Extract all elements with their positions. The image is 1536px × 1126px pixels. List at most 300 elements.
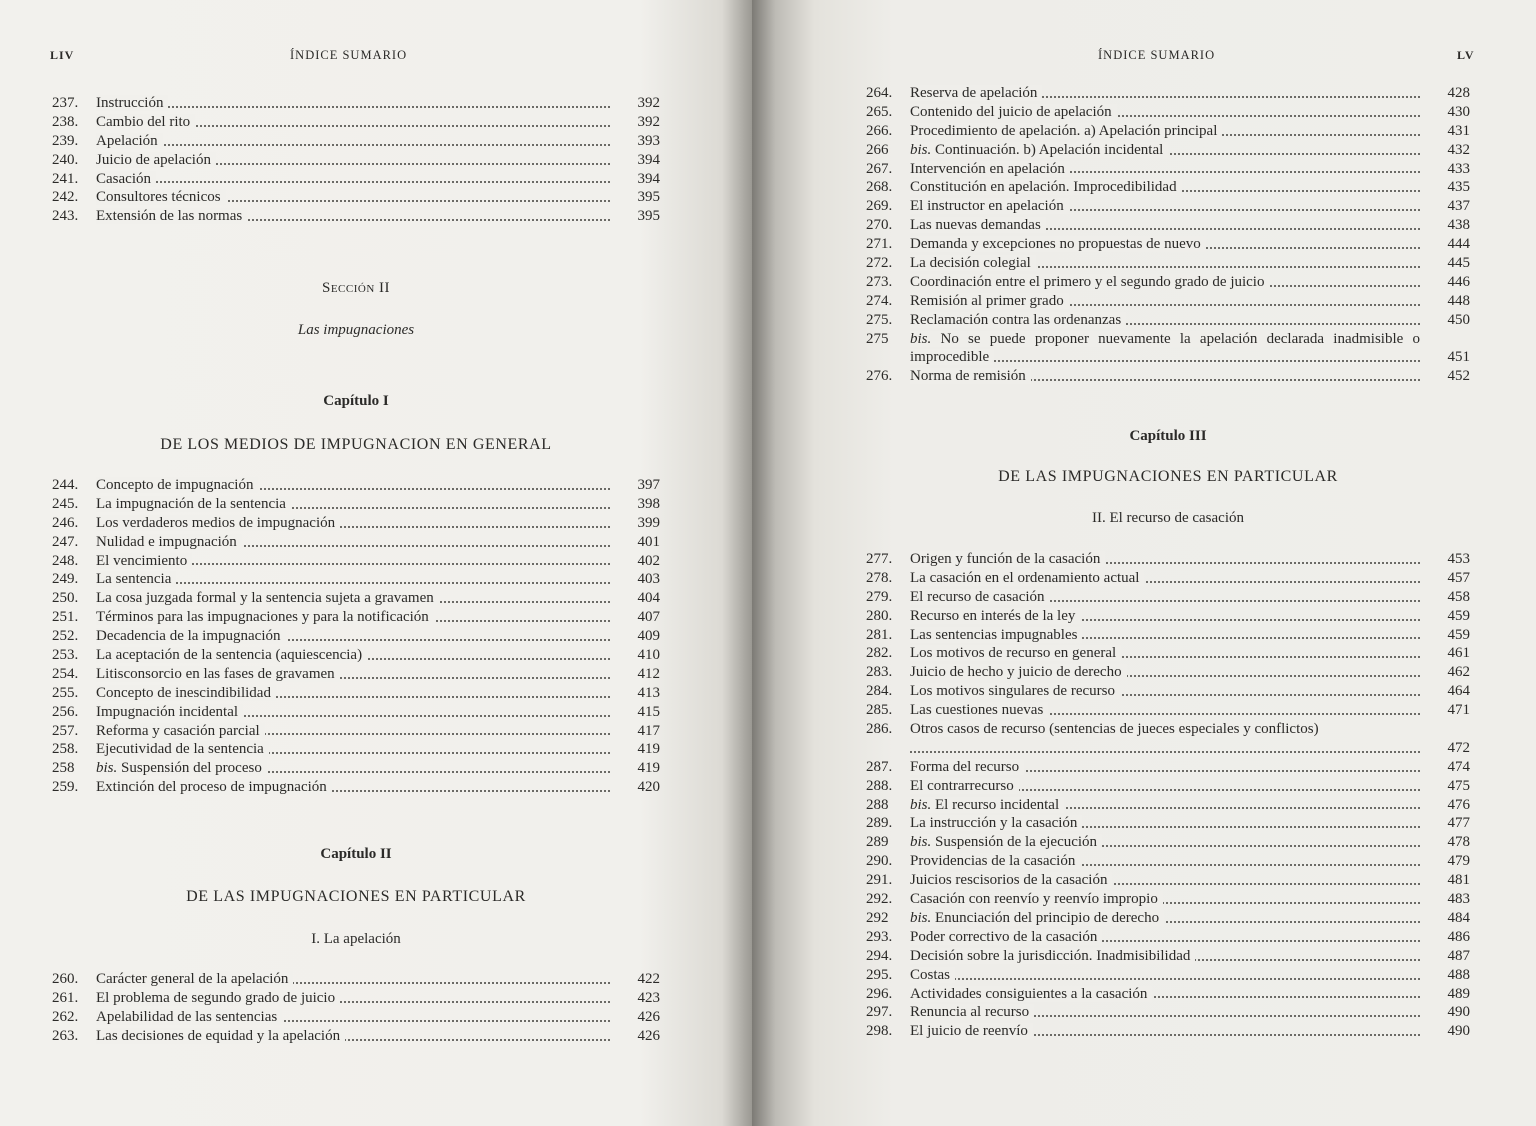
toc-entry-page: 488 [1447,966,1470,983]
toc-entry-title: Nulidad e impugnación [96,533,237,550]
toc-entry-title: Los motivos singulares de recurso [910,683,1115,700]
toc-entry-body [96,113,610,132]
toc-entry-page: 398 [637,495,660,512]
toc-entry-number: 292. [866,891,893,908]
toc-entry-title: La sentencia [96,571,172,588]
toc-entry-page: 419 [637,760,660,777]
toc-entry-title: Otros casos de recurso (sentencias de jueces especiales y conflictos) [910,721,1319,738]
toc-entry-body [910,644,1420,663]
toc-entry-number: 294. [866,947,893,964]
toc-entry-number: 250. [52,590,79,607]
toc-entry-title: Continuación. b) Apelación incidental [935,141,1164,158]
toc-entry-page: 474 [1447,758,1470,775]
toc-entry-body [910,569,1420,588]
toc-entry-page: 471 [1447,702,1470,719]
toc-entry [52,495,660,514]
toc-entry-title: Concepto de inescindibilidad [96,684,271,701]
toc-entry-title: El problema de segundo grado de juicio [96,989,336,1006]
toc-entry-title: No se puede proponer nuevamente la apelación declarada inadmisible o improcedible [910,330,1420,366]
toc-entry-number: 257. [52,722,79,739]
toc-entry-bis: bis. [910,796,932,813]
toc-entry [52,552,660,571]
toc-entry-title: La casación en el ordenamiento actual [910,569,1140,586]
toc-entry-page: 394 [637,170,660,187]
toc-entry-title: Apelación [96,132,158,149]
toc-entry [866,122,1470,141]
toc-entry-number: 258. [52,741,79,758]
toc-entry-number: 260. [52,971,79,987]
toc-entry-page: 484 [1447,909,1470,926]
toc-entry-title: Enunciación del principio de derecho [935,909,1160,926]
toc-entry-number: 292 [866,909,889,926]
toc-entry-body [96,570,610,589]
toc-entry-page: 409 [637,628,660,645]
toc-entry-page: 426 [637,1027,660,1044]
toc-entry [866,1022,1470,1041]
toc-entry-page: 392 [637,95,660,111]
chapter-3-subtitle: II. El recurso de casación [1091,510,1244,526]
toc-entry [866,701,1470,720]
toc-entry-page: 475 [1447,777,1470,794]
toc-entry-number: 298. [866,1023,893,1040]
toc-entry-title: Forma del recurso [910,758,1020,775]
toc-entry-body [96,627,610,646]
toc-entry-number: 279. [866,588,893,605]
toc-entry [52,589,660,608]
right-page-number: LV [1457,48,1475,62]
toc-entry-number: 272. [866,255,893,272]
toc-entry-number: 273. [866,273,893,290]
toc-entry-title: Coordinación entre el primero y el segundo grado de juicio [910,273,1265,290]
toc-entry-page: 451 [1447,349,1470,366]
toc-entry-bis: bis. [910,834,932,851]
toc-entry-number: 295. [866,966,893,983]
toc-entry-page: 445 [1447,255,1470,272]
toc-entry-title: La decisión colegial [910,255,1031,272]
toc-entry-title: La cosa juzgada formal y la sentencia sujeta a gravamen [96,590,434,607]
toc-entry-number: 246. [52,514,79,531]
toc-entry-title: Juicio de hecho y juicio de derecho [910,664,1122,681]
toc-entry [52,722,660,741]
toc-entry-body [910,852,1420,871]
toc-entry-body [910,103,1420,122]
toc-entry [866,644,1470,663]
toc-entry-body [910,197,1420,216]
toc-entry-body [96,514,610,533]
toc-entry-title: Constitución en apelación. Improcedibilidad [910,179,1177,196]
toc-entry-body [96,132,610,151]
toc-entry-body [910,550,1420,569]
toc-entry-bis: bis. [910,141,932,158]
toc-entry-body [910,777,1420,796]
toc-entry-body [96,665,610,684]
toc-entry-body [96,188,610,207]
toc-entry-title: Suspensión de la ejecución [935,834,1098,851]
toc-entry-page: 426 [637,1008,660,1025]
toc-entry-number: 243. [52,208,79,225]
toc-entry-title: Las decisiones de equidad y la apelación [96,1027,341,1044]
toc-entry-page: 477 [1447,815,1470,832]
toc-entry [52,533,660,552]
right-page [752,0,1536,1126]
toc-entry-page: 437 [1447,198,1470,215]
toc-entry-number: 268. [866,179,893,196]
toc-entry-page: 397 [637,477,660,493]
toc-entry [866,1003,1470,1022]
toc-entry-title: Consultores técnicos [96,189,221,206]
toc-entry-page: 392 [637,113,660,130]
toc-entry-title: Costas [910,966,951,983]
toc-entry-title: Impugnación incidental [96,703,239,720]
toc-entry [52,570,660,589]
toc-entry [52,151,660,170]
toc-entry [52,646,660,665]
toc-entry [52,170,660,189]
toc-entry-body [96,778,610,797]
toc-entry-page: 489 [1447,985,1470,1002]
toc-entry [866,141,1470,160]
toc-entry-title: Decisión sobre la jurisdicción. Inadmisibilidad [910,947,1191,964]
toc-entry [52,132,660,151]
toc-entry-body [96,1027,610,1046]
toc-entry-body [910,122,1420,141]
toc-entry-title: Actividades consiguientes a la casación [910,985,1148,1002]
toc-entry-title: Procedimiento de apelación. a) Apelación principal [910,122,1218,139]
toc-entry-page: 444 [1447,236,1470,253]
left-toc-group-3 [52,970,660,1046]
toc-entry [866,909,1470,928]
toc-entry-body [910,367,1420,386]
toc-entry [52,608,660,627]
toc-entry-body [96,989,610,1008]
toc-entry-title: Juicio de apelación [96,151,211,168]
toc-entry-number: 259. [52,779,79,796]
toc-entry-body [910,663,1420,682]
toc-entry-page: 487 [1447,947,1470,964]
toc-entry [52,94,660,113]
toc-entry [866,852,1470,871]
toc-entry [866,216,1470,235]
toc-entry [866,833,1470,852]
toc-entry [866,178,1470,197]
toc-entry [866,720,1470,758]
left-toc-group-2 [52,476,660,797]
toc-entry-number: 289 [866,834,889,851]
toc-entry-number: 280. [866,607,893,624]
toc-entry-body [96,684,610,703]
toc-entry-body [910,626,1420,645]
toc-entry-page: 394 [637,151,660,168]
toc-entry-number: 242. [52,189,79,206]
toc-entry-title: Intervención en apelación [910,160,1065,177]
toc-entry-page: 490 [1447,1023,1470,1040]
section-subtitle: Las impugnaciones [297,322,415,338]
toc-entry-page: 435 [1447,179,1470,196]
toc-entry [52,1027,660,1046]
toc-entry-bis: bis. [910,909,932,926]
toc-entry-page: 393 [637,132,660,149]
right-toc-group-2 [866,550,1470,1041]
toc-entry [866,103,1470,122]
toc-entry-body [910,985,1420,1004]
toc-entry-number: 275. [866,311,893,328]
toc-entry-title: Ejecutividad de la sentencia [96,741,264,758]
toc-entry [52,665,660,684]
toc-entry-number: 288 [866,796,889,813]
toc-entry [866,607,1470,626]
toc-entry-title: Las sentencias impugnables [910,626,1078,643]
chapter-1-title: DE LOS MEDIOS DE IMPUGNACION EN GENERAL [160,436,552,453]
toc-entry-page: 413 [637,684,660,701]
left-running-head: ÍNDICE SUMARIO [290,48,408,62]
toc-entry-body [96,722,610,741]
toc-entry-body [910,928,1420,947]
chapter-2-subtitle: I. La apelación [311,931,401,947]
toc-entry-body [910,160,1420,179]
toc-entry-number: 289. [866,815,893,832]
toc-entry-number: 255. [52,684,79,701]
toc-entry [52,207,660,226]
toc-entry-title: Extinción del proceso de impugnación [96,779,327,796]
toc-entry-body [910,890,1420,909]
toc-entry-title: El recurso de casación [910,588,1045,605]
toc-entry [52,703,660,722]
toc-entry-page: 417 [637,722,660,739]
toc-entry-page: 453 [1447,551,1470,567]
toc-entry-page: 422 [637,971,660,987]
toc-entry-number: 284. [866,683,893,700]
toc-entry-number: 256. [52,703,79,720]
toc-entry-page: 420 [637,779,660,796]
toc-entry-body [910,814,1420,833]
toc-entry-number: 275 [866,330,889,347]
toc-entry-title: El juicio de reenvío [910,1023,1028,1040]
toc-entry [866,311,1470,330]
toc-entry-body [96,533,610,552]
toc-entry-page: 415 [637,703,660,720]
toc-entry-title: Términos para las impugnaciones y para la notificación [96,609,429,626]
toc-entry-page: 404 [637,590,660,607]
toc-entry-page: 479 [1447,853,1470,870]
toc-entry-body [96,740,610,759]
toc-entry-body [910,909,1420,928]
toc-entry-title: Suspensión del proceso [121,760,262,777]
toc-entry-bis: bis. [96,760,118,777]
toc-entry-body [910,330,1420,368]
toc-entry-title: Norma de remisión [910,368,1026,385]
toc-entry-page: 419 [637,741,660,758]
toc-entry-body [96,703,610,722]
toc-entry [866,682,1470,701]
dot-leader [910,751,1420,753]
toc-entry [866,871,1470,890]
toc-entry-number: 270. [866,217,893,234]
toc-entry [866,588,1470,607]
toc-entry-title: Renuncia al recurso [910,1004,1030,1021]
toc-entry-number: 258 [52,760,75,777]
toc-entry-page: 476 [1447,796,1470,813]
toc-entry-body [910,947,1420,966]
toc-entry-number: 269. [866,198,893,215]
toc-entry-page: 462 [1447,664,1470,681]
toc-entry-number: 274. [866,292,893,309]
toc-entry-title: La aceptación de la sentencia (aquiescencia) [96,647,363,664]
toc-entry-title: Reforma y casación parcial [96,722,260,739]
toc-entry-title: Extensión de las normas [96,208,243,225]
toc-entry-page: 403 [637,571,660,588]
toc-entry-page: 402 [637,552,660,569]
toc-entry-title: Poder correctivo de la casación [910,928,1098,945]
toc-entry [866,569,1470,588]
toc-entry-page: 401 [637,533,660,550]
chapter-2-title: DE LAS IMPUGNACIONES EN PARTICULAR [186,888,526,905]
toc-entry [866,663,1470,682]
toc-entry [866,758,1470,777]
toc-entry [866,254,1470,273]
toc-entry-number: 296. [866,985,893,1002]
toc-entry-title: Cambio del rito [96,113,191,130]
toc-entry [866,796,1470,815]
toc-entry [866,985,1470,1004]
toc-entry-title: El recurso incidental [935,796,1060,813]
toc-entry-title: Recurso en interés de la ley [910,607,1076,624]
toc-entry-number: 253. [52,647,79,664]
toc-entry [866,777,1470,796]
toc-entry-page: 395 [637,208,660,225]
toc-entry-page: 446 [1447,273,1470,290]
toc-entry-number: 248. [52,552,79,569]
toc-entry-body [96,476,610,495]
toc-entry-body [910,701,1420,720]
toc-entry-body [910,588,1420,607]
toc-entry-page: 412 [637,665,660,682]
toc-entry-bis: bis. [910,330,932,347]
toc-entry-number: 245. [52,495,79,512]
toc-entry-title: La instrucción y la casación [910,815,1078,832]
toc-entry-page: 430 [1447,103,1470,120]
toc-entry-title: Las cuestiones nuevas [910,702,1044,719]
toc-entry-number: 263. [52,1027,79,1044]
toc-entry-title: Casación con reenvío y reenvío impropio [910,891,1158,908]
toc-entry [52,188,660,207]
toc-entry-number: 249. [52,571,79,588]
toc-entry-title: Reserva de apelación [910,85,1038,101]
toc-entry-number: 267. [866,160,893,177]
toc-entry-page: 481 [1447,872,1470,889]
toc-entry-body [910,84,1420,103]
toc-entry-title: Casación [96,170,151,187]
toc-entry-number: 266. [866,122,893,139]
toc-entry-number: 262. [52,1008,79,1025]
toc-entry-body [910,292,1420,311]
toc-entry-page: 461 [1447,645,1470,662]
toc-entry-title: Contenido del juicio de apelación [910,103,1112,120]
toc-entry-body [910,273,1420,292]
toc-entry-body [910,178,1420,197]
toc-entry-title: Decadencia de la impugnación [96,628,281,645]
toc-entry-page: 431 [1447,122,1470,139]
toc-entry [866,947,1470,966]
toc-entry-number: 281. [866,626,893,643]
left-toc-group-1 [52,94,660,226]
toc-entry-page: 448 [1447,292,1470,309]
toc-entry [866,160,1470,179]
toc-entry-number: 287. [866,758,893,775]
toc-entry-title: Remisión al primer grado [910,292,1064,309]
toc-entry-number: 290. [866,853,893,870]
toc-entry [866,890,1470,909]
toc-entry-title: Las nuevas demandas [910,217,1041,234]
toc-entry-number: 278. [866,569,893,586]
toc-entry-body [910,871,1420,890]
toc-entry-title: Instrucción [96,95,164,111]
toc-entry-number: 288. [866,777,893,794]
toc-entry-page: 458 [1447,588,1470,605]
toc-entry-body [96,207,610,226]
toc-entry-page: 410 [637,647,660,664]
toc-entry-body [910,966,1420,985]
toc-entry-page: 486 [1447,928,1470,945]
toc-entry-title: El instructor en apelación [910,198,1064,215]
left-page [0,0,752,1126]
toc-entry [52,476,660,495]
toc-entry-page: 457 [1447,569,1470,586]
toc-entry-page: 399 [637,514,660,531]
toc-entry [52,778,660,797]
toc-entry-number: 264. [866,85,893,101]
toc-entry-body [910,1022,1420,1041]
toc-entry [866,292,1470,311]
toc-entry [52,684,660,703]
chapter-2-label: Capítulo II [320,846,392,862]
toc-entry-number: 293. [866,928,893,945]
toc-entry-number: 297. [866,1004,893,1021]
toc-entry-title: Concepto de impugnación [96,477,254,493]
toc-entry-body [910,758,1420,777]
toc-entry [866,966,1470,985]
toc-entry-page: 423 [637,989,660,1006]
toc-entry-body [910,216,1420,235]
toc-entry-title: Apelabilidad de las sentencias [96,1008,278,1025]
toc-entry [52,740,660,759]
toc-entry-page: 478 [1447,834,1470,851]
toc-entry [866,84,1470,103]
toc-entry-number: 271. [866,236,893,253]
toc-entry-number: 276. [866,368,893,385]
toc-entry-title: Providencias de la casación [910,853,1076,870]
toc-entry [52,113,660,132]
toc-entry-title: El contrarrecurso [910,777,1014,794]
toc-entry-body [96,94,610,113]
toc-entry-body [910,1003,1420,1022]
toc-entry [866,197,1470,216]
toc-entry-title: Juicios rescisorios de la casación [910,872,1108,889]
toc-entry-body [910,607,1420,626]
toc-entry-page: 459 [1447,626,1470,643]
toc-entry [866,928,1470,947]
toc-entry-body [96,608,610,627]
toc-entry-number: 247. [52,533,79,550]
toc-entry-number: 261. [52,989,79,1006]
toc-entry [52,627,660,646]
toc-entry-number: 283. [866,664,893,681]
toc-entry-title: Los motivos de recurso en general [910,645,1117,662]
toc-entry [866,367,1470,386]
toc-entry-body [96,170,610,189]
toc-entry-body [96,1008,610,1027]
toc-entry-page: 483 [1447,891,1470,908]
toc-entry-body [96,552,610,571]
